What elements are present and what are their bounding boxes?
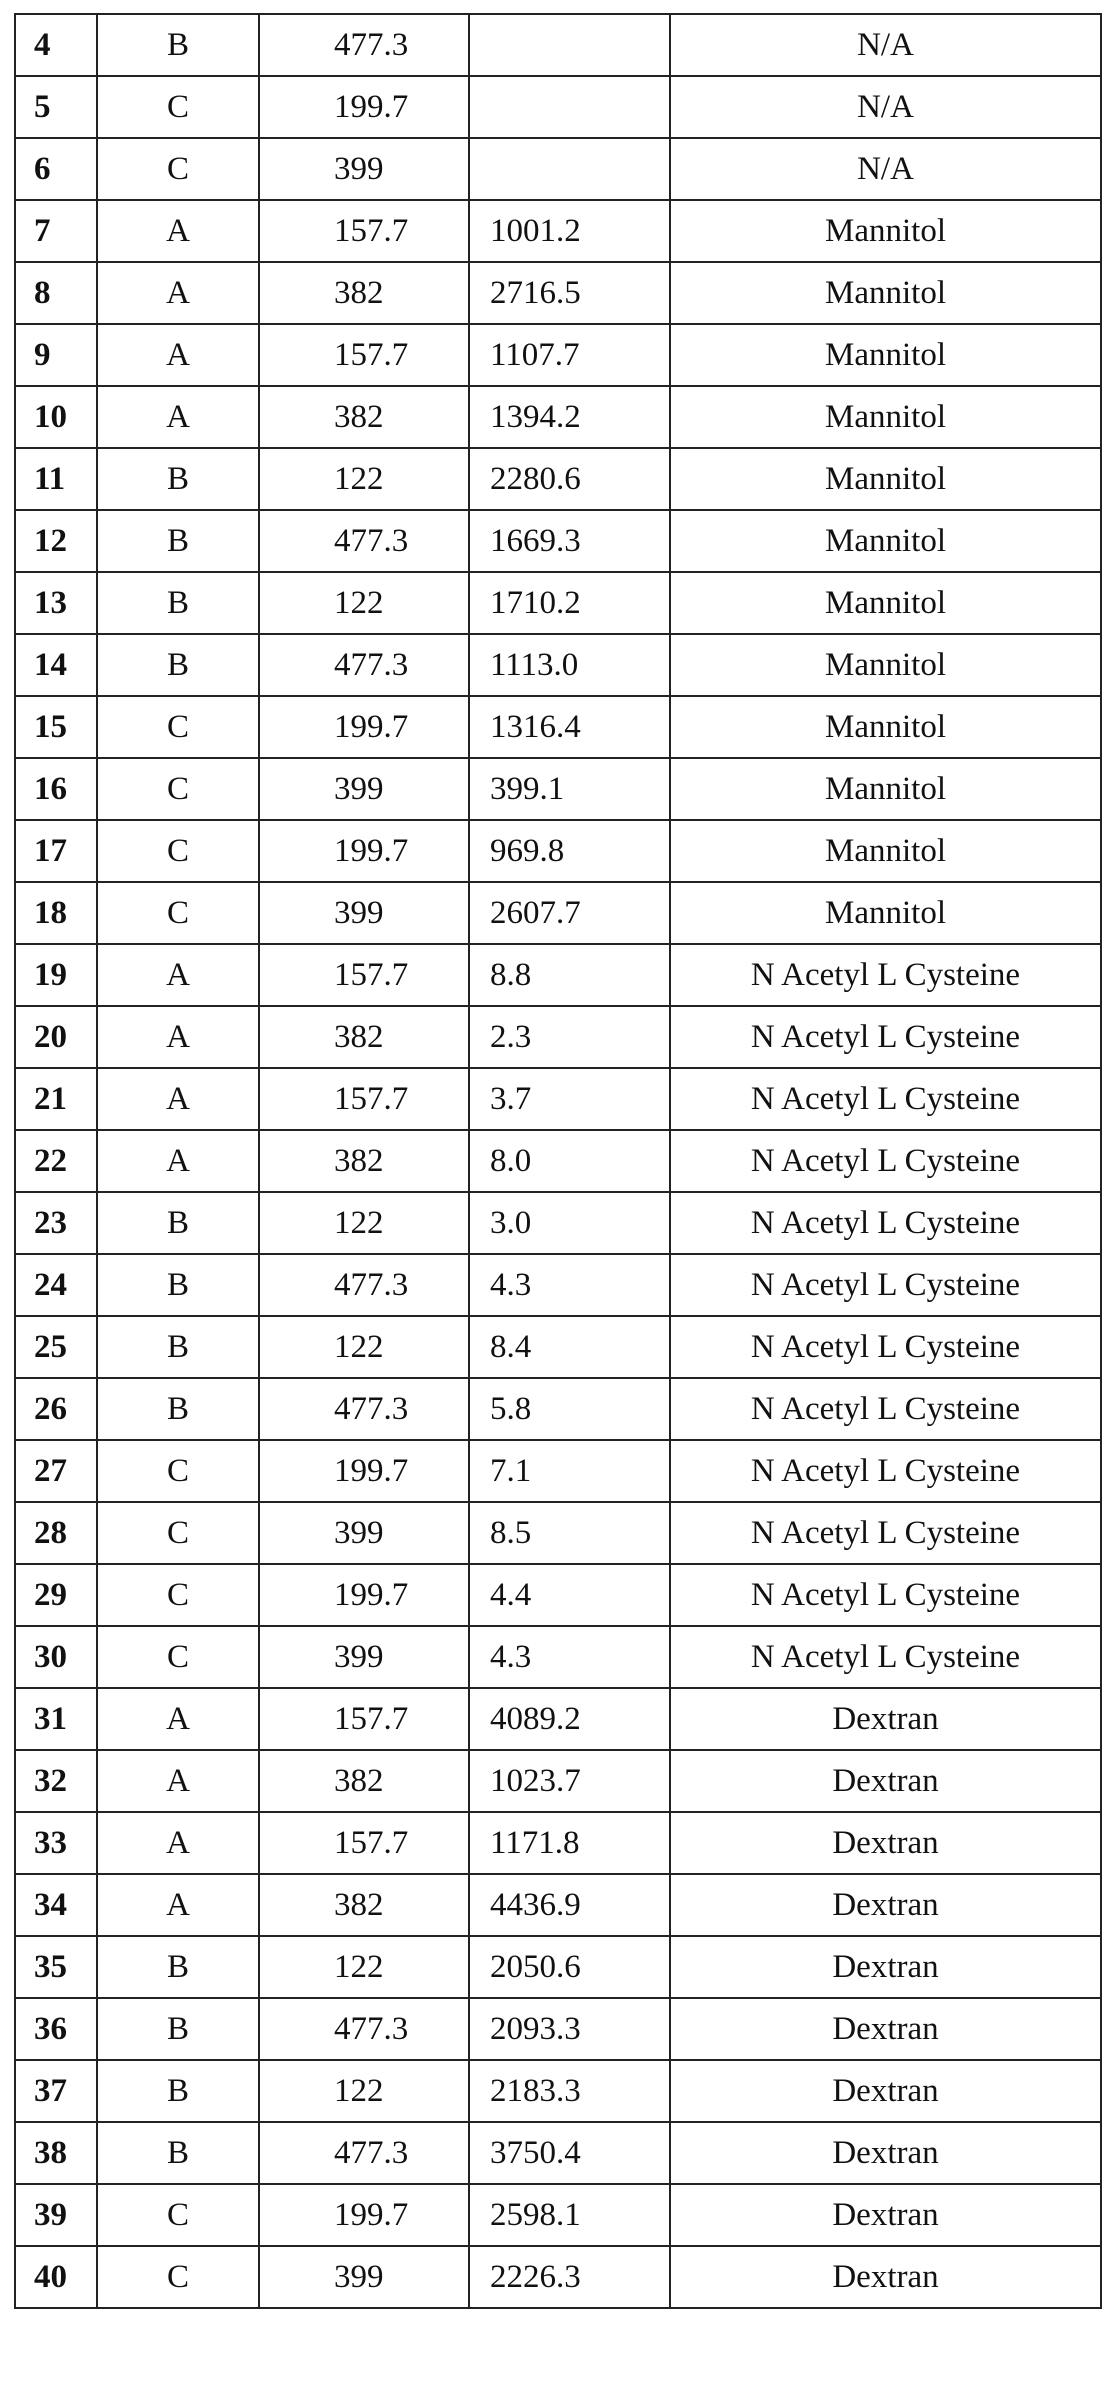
group-cell: C	[97, 2246, 259, 2308]
value-cell: 2716.5	[469, 262, 670, 324]
group-cell: C	[97, 696, 259, 758]
value-cell: 1394.2	[469, 386, 670, 448]
dose-cell: 477.3	[259, 1254, 469, 1316]
value-cell: 4.3	[469, 1626, 670, 1688]
value-cell: 4436.9	[469, 1874, 670, 1936]
group-cell: C	[97, 1440, 259, 1502]
group-cell: B	[97, 1378, 259, 1440]
dose-cell: 199.7	[259, 1440, 469, 1502]
table-row	[15, 1130, 1101, 1192]
group-cell: A	[97, 386, 259, 448]
agent-cell: N Acetyl L Cysteine	[670, 1068, 1101, 1130]
agent-cell: Mannitol	[670, 448, 1101, 510]
dose-cell: 477.3	[259, 1378, 469, 1440]
group-cell: A	[97, 1006, 259, 1068]
group-cell: C	[97, 1564, 259, 1626]
table-row	[15, 1936, 1101, 1998]
group-cell: A	[97, 324, 259, 386]
row-id-cell: 33	[15, 1812, 97, 1874]
group-cell: A	[97, 1688, 259, 1750]
row-id-cell: 4	[15, 14, 97, 76]
dose-cell: 382	[259, 1130, 469, 1192]
row-id-cell: 17	[15, 820, 97, 882]
table-row	[15, 1626, 1101, 1688]
table-body	[15, 14, 1101, 2308]
row-id-cell: 39	[15, 2184, 97, 2246]
agent-cell: Dextran	[670, 1998, 1101, 2060]
agent-cell: Dextran	[670, 1688, 1101, 1750]
group-cell: B	[97, 14, 259, 76]
table-row	[15, 386, 1101, 448]
dose-cell: 122	[259, 572, 469, 634]
table-row	[15, 1502, 1101, 1564]
agent-cell: N Acetyl L Cysteine	[670, 1440, 1101, 1502]
group-cell: B	[97, 448, 259, 510]
value-cell: 3750.4	[469, 2122, 670, 2184]
table-row	[15, 1688, 1101, 1750]
value-cell: 2280.6	[469, 448, 670, 510]
row-id-cell: 5	[15, 76, 97, 138]
group-cell: B	[97, 2122, 259, 2184]
dose-cell: 157.7	[259, 944, 469, 1006]
row-id-cell: 8	[15, 262, 97, 324]
agent-cell: Mannitol	[670, 758, 1101, 820]
table-row	[15, 200, 1101, 262]
agent-cell: Dextran	[670, 2060, 1101, 2122]
group-cell: C	[97, 820, 259, 882]
group-cell: B	[97, 1192, 259, 1254]
row-id-cell: 32	[15, 1750, 97, 1812]
row-id-cell: 35	[15, 1936, 97, 1998]
agent-cell: Mannitol	[670, 386, 1101, 448]
group-cell: A	[97, 944, 259, 1006]
data-table	[14, 13, 1102, 2309]
group-cell: B	[97, 1254, 259, 1316]
table-row	[15, 1998, 1101, 2060]
value-cell: 2.3	[469, 1006, 670, 1068]
table-row	[15, 1316, 1101, 1378]
agent-cell: N Acetyl L Cysteine	[670, 1254, 1101, 1316]
value-cell	[469, 14, 670, 76]
dose-cell: 382	[259, 386, 469, 448]
row-id-cell: 9	[15, 324, 97, 386]
table-row	[15, 572, 1101, 634]
dose-cell: 399	[259, 758, 469, 820]
row-id-cell: 7	[15, 200, 97, 262]
agent-cell: Mannitol	[670, 634, 1101, 696]
group-cell: B	[97, 1316, 259, 1378]
row-id-cell: 24	[15, 1254, 97, 1316]
row-id-cell: 16	[15, 758, 97, 820]
row-id-cell: 15	[15, 696, 97, 758]
row-id-cell: 22	[15, 1130, 97, 1192]
table-row	[15, 1440, 1101, 1502]
table-row	[15, 1812, 1101, 1874]
dose-cell: 122	[259, 1316, 469, 1378]
dose-cell: 399	[259, 882, 469, 944]
agent-cell: N Acetyl L Cysteine	[670, 1502, 1101, 1564]
group-cell: B	[97, 2060, 259, 2122]
agent-cell: N Acetyl L Cysteine	[670, 1626, 1101, 1688]
table-row	[15, 1006, 1101, 1068]
value-cell: 969.8	[469, 820, 670, 882]
value-cell: 4.3	[469, 1254, 670, 1316]
group-cell: C	[97, 1502, 259, 1564]
row-id-cell: 40	[15, 2246, 97, 2308]
dose-cell: 477.3	[259, 2122, 469, 2184]
group-cell: A	[97, 262, 259, 324]
dose-cell: 477.3	[259, 1998, 469, 2060]
agent-cell: Mannitol	[670, 324, 1101, 386]
table-row	[15, 634, 1101, 696]
value-cell: 1669.3	[469, 510, 670, 572]
dose-cell: 399	[259, 138, 469, 200]
row-id-cell: 38	[15, 2122, 97, 2184]
group-cell: A	[97, 1750, 259, 1812]
group-cell: A	[97, 1874, 259, 1936]
row-id-cell: 10	[15, 386, 97, 448]
dose-cell: 157.7	[259, 1688, 469, 1750]
agent-cell: Dextran	[670, 2122, 1101, 2184]
group-cell: C	[97, 138, 259, 200]
agent-cell: N Acetyl L Cysteine	[670, 1564, 1101, 1626]
table-row	[15, 14, 1101, 76]
group-cell: C	[97, 76, 259, 138]
group-cell: B	[97, 634, 259, 696]
row-id-cell: 13	[15, 572, 97, 634]
agent-cell: N Acetyl L Cysteine	[670, 944, 1101, 1006]
row-id-cell: 26	[15, 1378, 97, 1440]
agent-cell: Mannitol	[670, 200, 1101, 262]
agent-cell: N Acetyl L Cysteine	[670, 1378, 1101, 1440]
table-row	[15, 1750, 1101, 1812]
row-id-cell: 6	[15, 138, 97, 200]
dose-cell: 199.7	[259, 1564, 469, 1626]
table-row	[15, 1874, 1101, 1936]
agent-cell: Mannitol	[670, 820, 1101, 882]
value-cell: 1316.4	[469, 696, 670, 758]
group-cell: C	[97, 882, 259, 944]
group-cell: A	[97, 1812, 259, 1874]
table-row	[15, 1254, 1101, 1316]
agent-cell: N Acetyl L Cysteine	[670, 1316, 1101, 1378]
table-row	[15, 2184, 1101, 2246]
agent-cell: Dextran	[670, 1936, 1101, 1998]
dose-cell: 399	[259, 2246, 469, 2308]
row-id-cell: 21	[15, 1068, 97, 1130]
row-id-cell: 11	[15, 448, 97, 510]
table-row	[15, 882, 1101, 944]
dose-cell: 199.7	[259, 820, 469, 882]
table-row	[15, 820, 1101, 882]
dose-cell: 382	[259, 1006, 469, 1068]
table-row	[15, 2060, 1101, 2122]
value-cell: 1710.2	[469, 572, 670, 634]
row-id-cell: 31	[15, 1688, 97, 1750]
row-id-cell: 19	[15, 944, 97, 1006]
value-cell: 2226.3	[469, 2246, 670, 2308]
row-id-cell: 12	[15, 510, 97, 572]
agent-cell: Dextran	[670, 1812, 1101, 1874]
agent-cell: Mannitol	[670, 510, 1101, 572]
value-cell: 8.8	[469, 944, 670, 1006]
table-row	[15, 944, 1101, 1006]
dose-cell: 122	[259, 1192, 469, 1254]
value-cell: 3.7	[469, 1068, 670, 1130]
group-cell: A	[97, 1130, 259, 1192]
dose-cell: 157.7	[259, 1068, 469, 1130]
table-row	[15, 510, 1101, 572]
agent-cell: Mannitol	[670, 882, 1101, 944]
row-id-cell: 36	[15, 1998, 97, 2060]
value-cell: 8.5	[469, 1502, 670, 1564]
dose-cell: 199.7	[259, 2184, 469, 2246]
value-cell: 2598.1	[469, 2184, 670, 2246]
value-cell: 2093.3	[469, 1998, 670, 2060]
agent-cell: Dextran	[670, 1750, 1101, 1812]
row-id-cell: 29	[15, 1564, 97, 1626]
agent-cell: N/A	[670, 76, 1101, 138]
group-cell: C	[97, 1626, 259, 1688]
group-cell: C	[97, 758, 259, 820]
table-row	[15, 138, 1101, 200]
table-row	[15, 758, 1101, 820]
group-cell: C	[97, 2184, 259, 2246]
table-row	[15, 324, 1101, 386]
agent-cell: Dextran	[670, 2246, 1101, 2308]
dose-cell: 477.3	[259, 634, 469, 696]
value-cell: 399.1	[469, 758, 670, 820]
value-cell: 5.8	[469, 1378, 670, 1440]
value-cell: 3.0	[469, 1192, 670, 1254]
table-row	[15, 2246, 1101, 2308]
table-row	[15, 1192, 1101, 1254]
table-row	[15, 262, 1101, 324]
dose-cell: 477.3	[259, 14, 469, 76]
row-id-cell: 28	[15, 1502, 97, 1564]
value-cell: 4089.2	[469, 1688, 670, 1750]
agent-cell: N Acetyl L Cysteine	[670, 1130, 1101, 1192]
value-cell: 1171.8	[469, 1812, 670, 1874]
row-id-cell: 14	[15, 634, 97, 696]
dose-cell: 199.7	[259, 76, 469, 138]
agent-cell: Dextran	[670, 1874, 1101, 1936]
agent-cell: Mannitol	[670, 572, 1101, 634]
dose-cell: 399	[259, 1502, 469, 1564]
dose-cell: 122	[259, 448, 469, 510]
table-row	[15, 1378, 1101, 1440]
row-id-cell: 27	[15, 1440, 97, 1502]
dose-cell: 382	[259, 1750, 469, 1812]
value-cell: 4.4	[469, 1564, 670, 1626]
row-id-cell: 25	[15, 1316, 97, 1378]
table-row	[15, 2122, 1101, 2184]
dose-cell: 399	[259, 1626, 469, 1688]
value-cell: 8.0	[469, 1130, 670, 1192]
value-cell: 8.4	[469, 1316, 670, 1378]
agent-cell: N Acetyl L Cysteine	[670, 1192, 1101, 1254]
value-cell: 7.1	[469, 1440, 670, 1502]
dose-cell: 157.7	[259, 200, 469, 262]
dose-cell: 157.7	[259, 1812, 469, 1874]
group-cell: B	[97, 510, 259, 572]
row-id-cell: 37	[15, 2060, 97, 2122]
value-cell: 2607.7	[469, 882, 670, 944]
value-cell: 1113.0	[469, 634, 670, 696]
value-cell: 2050.6	[469, 1936, 670, 1998]
agent-cell: N/A	[670, 138, 1101, 200]
row-id-cell: 30	[15, 1626, 97, 1688]
dose-cell: 382	[259, 1874, 469, 1936]
table-row	[15, 448, 1101, 510]
group-cell: B	[97, 572, 259, 634]
table-row	[15, 76, 1101, 138]
agent-cell: Mannitol	[670, 696, 1101, 758]
dose-cell: 477.3	[259, 510, 469, 572]
group-cell: A	[97, 1068, 259, 1130]
agent-cell: Dextran	[670, 2184, 1101, 2246]
agent-cell: Mannitol	[670, 262, 1101, 324]
group-cell: B	[97, 1998, 259, 2060]
dose-cell: 157.7	[259, 324, 469, 386]
dose-cell: 122	[259, 1936, 469, 1998]
value-cell	[469, 76, 670, 138]
value-cell	[469, 138, 670, 200]
row-id-cell: 23	[15, 1192, 97, 1254]
row-id-cell: 20	[15, 1006, 97, 1068]
dose-cell: 122	[259, 2060, 469, 2122]
table-row	[15, 1068, 1101, 1130]
agent-cell: N Acetyl L Cysteine	[670, 1006, 1101, 1068]
value-cell: 1107.7	[469, 324, 670, 386]
group-cell: A	[97, 200, 259, 262]
value-cell: 2183.3	[469, 2060, 670, 2122]
agent-cell: N/A	[670, 14, 1101, 76]
value-cell: 1001.2	[469, 200, 670, 262]
table-row	[15, 1564, 1101, 1626]
row-id-cell: 34	[15, 1874, 97, 1936]
dose-cell: 199.7	[259, 696, 469, 758]
group-cell: B	[97, 1936, 259, 1998]
table-row	[15, 696, 1101, 758]
value-cell: 1023.7	[469, 1750, 670, 1812]
dose-cell: 382	[259, 262, 469, 324]
row-id-cell: 18	[15, 882, 97, 944]
